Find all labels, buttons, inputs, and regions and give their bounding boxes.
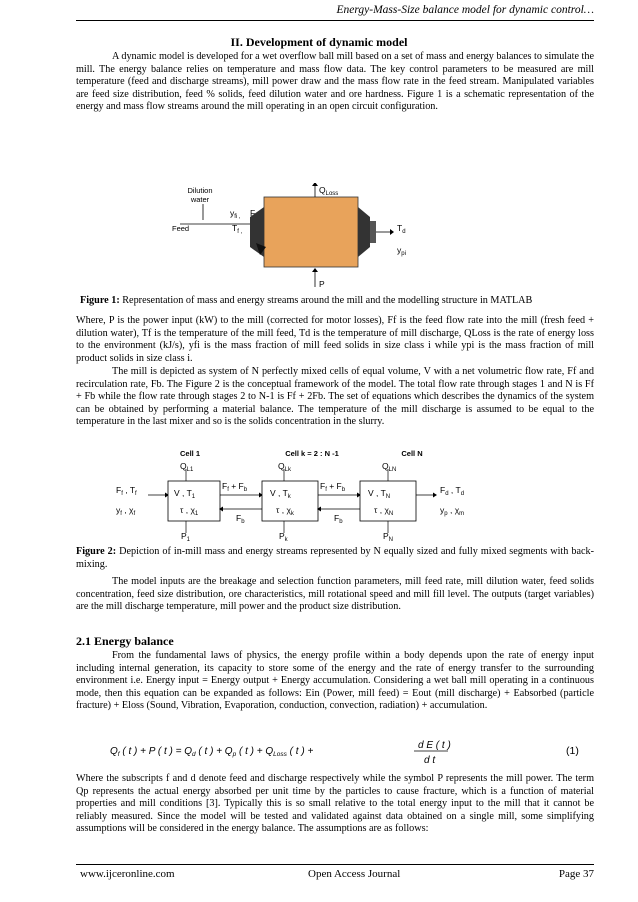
fig2-flow-bottom-2: $F_b$	[334, 513, 343, 525]
equation-1	[110, 740, 596, 770]
paragraph-cells: The mill is depicted as system of N perfectly mixed cells of equal volume, V with a net volumetric flow rate, Ff and recirculation rate, Fb. The Figure 2 is the conceptual framework of the model. The total flow rate through stages 1 and N is Ff + Fb while the flow rate through stages 2 to N-1 is Ff + 2Fb. The set of equations which describes the dynamics of the system can be obtained by performing a material balance. The temperature of the mill discharge is assumed to be equal to the temperature in the last mixer and so is the solids concentration in the slurry.	[76, 366, 594, 428]
figure-1-caption: Figure 1: Representation of mass and energy streams around the mill and the modelling structure in MATLAB	[80, 295, 533, 306]
section-title: II. Development of dynamic model	[230, 35, 408, 49]
fig2-celln-v: V , $T_N$	[368, 488, 391, 500]
fig2-cellk-q: $Q_{Lk}$	[278, 461, 291, 473]
figure-2-caption: Figure 2: Depiction of in-mill mass and energy streams represented by N equally sized and fully mixed segments with back-mixing.	[76, 546, 594, 570]
fig2-celln-title: Cell N	[401, 449, 423, 458]
paragraph-intro: A dynamic model is developed for a wet overflow ball mill based on a set of mass and energy balances to simulate the mill. The energy balance relies on temperature and mass flow data. The key control parameters to be measured are mill temperature (feed and discharge streams), mill power draw and the mass flow rate in the feed stream. Manipulated variables are feed size distribution, feed % solids, feed dilution water and ore hardness. Figure 1 is a schematic representation of the energy and mass flow streams around the mill operating in an open circuit configuration.	[76, 51, 594, 113]
footer-page: Page 37	[558, 868, 594, 880]
fig2-cellk-title: Cell k = 2 : N -1	[285, 449, 339, 458]
paragraph-variables: Where, P is the power input (kW) to the mill (corrected for motor losses), Ff is the feed flow rate into the mill (fresh feed + dilution water), Tf is the temperature of the mill feed, Td is the temperature of mill discharge, QLoss is the rate of energy loss to the environment (kJ/s), yfi is the mass fraction of mill feed solids in size class i while ypi is the mass fraction of mill product solids in size class i.	[76, 315, 594, 364]
fig2-cellk-v: V , $T_k$	[270, 488, 291, 500]
fig1-qloss-label: $Q_{Loss}$	[319, 185, 339, 197]
equation-number: (1)	[566, 745, 579, 757]
fig1-ff-label: F	[250, 208, 256, 218]
svg-text:d t: d t	[424, 755, 436, 766]
footer-journal: Open Access Journal	[308, 868, 401, 880]
fig2-output-bottom: $y_p$ , $\chi_m$	[440, 505, 465, 517]
fig2-celln-tau: τ , $\chi_N$	[374, 505, 394, 517]
figure-1-mill-diagram	[170, 183, 430, 291]
fig2-cell1-q: $Q_{L1}$	[180, 461, 194, 473]
footer-rule	[76, 864, 594, 865]
fig2-celln-q: $Q_{LN}$	[382, 461, 397, 473]
paragraph-energy-balance: From the fundamental laws of physics, the energy profile within a body depends upon the rate of energy input including internal generation, its capacity to store some of the energy and the rate of energy transfer to the surrounding environment i.e. Energy input = Energy output + Energy accumulation. Considering a wet ball mill operating in a continuous mode, then this equation can be expanded as follows: Ein (Power, mill feed) = Eout (mill discharge) + Eabsorbed (particle fracture) + Eloss (Sound, Vibration, Evaporation, conduction, convection, radiation) + accumulation.	[76, 650, 594, 712]
fig1-water-label: water	[190, 195, 210, 204]
fig2-input-bottom: $y_f$ , $\chi_f$	[116, 505, 136, 517]
svg-text:d E ( t ): d E ( t )	[418, 740, 451, 751]
fig2-cellk-tau: τ , $\chi_k$	[276, 505, 294, 517]
header-rule	[76, 20, 594, 21]
fig2-cellk-p: $P_k$	[279, 531, 288, 542]
footer-site: www.ijceronline.com	[80, 868, 175, 880]
running-header: Energy-Mass-Size balance model for dynamic control…	[336, 4, 594, 16]
fig1-tf-label: $T_{f ,}$	[232, 223, 243, 235]
fig2-cell1-p: $P_1$	[181, 531, 191, 542]
fig1-discharge-cone	[358, 207, 370, 257]
paragraph-assumptions: Where the subscripts f and d denote feed and discharge respectively while the symbol P represents the mill power. The term Qp represents the actual energy absorbed per unit time by the particles to cause fracture, which is a function of material properties and mill conditions [3]. Typically this is so small relative to the total energy input to the mill that it cannot be reliably measured. Since the model will be tested and validated against data obtained on a single mill, some simplifying assumptions will be considered in the energy balance. The assumptions are as follows:	[76, 773, 594, 835]
fig2-flow-top-2: $F_f + F_b$	[320, 481, 346, 493]
fig1-yfi-label: $y_{fi ,}$	[230, 208, 241, 220]
fig1-mill-shell	[264, 197, 358, 267]
subsection-title: 2.1 Energy balance	[76, 634, 174, 648]
fig2-input-top: $F_f$ , $T_f$	[116, 485, 137, 497]
fig2-cell1-title: Cell 1	[179, 449, 201, 458]
fig1-trunnion	[370, 221, 376, 243]
fig2-cell1-v: V , $T_1$	[174, 488, 196, 500]
fig1-feed-label: Feed	[172, 224, 190, 233]
svg-text:Qf ( t ) + P ( t ) =: $Q_f$ ( t ) + P ( t ) = $Q_d$ ( t ) + $Q_p$ ( t ) + $Q_{Loss}$ ( t ) +	[110, 746, 314, 758]
fig2-cell1-tau: τ , $\chi_1$	[180, 505, 199, 517]
fig1-ypi-label: $y_{pi}$	[397, 245, 406, 257]
fig1-td-label: $T_d$	[397, 223, 406, 235]
figure-2-cell-diagram	[112, 447, 506, 542]
paragraph-model-inputs: The model inputs are the breakage and selection function parameters, mill feed rate, mill dilution water, feed solids concentration, feed size distribution, ore characteristics, mill rotational speed and mill fill level. The outputs (target variables) are the mill discharge temperature, mill power and the product size distribution.	[76, 576, 594, 613]
fig1-dilution-label: Dilution	[187, 186, 213, 195]
fig2-flow-top-1: $F_f + F_b$	[222, 481, 248, 493]
fig2-flow-bottom-1: $F_b$	[236, 513, 245, 525]
fig2-celln-p: $P_N$	[383, 531, 394, 542]
fig1-power-label: P	[319, 279, 325, 289]
fig2-output-top: $F_d$ , $T_d$	[440, 485, 465, 497]
